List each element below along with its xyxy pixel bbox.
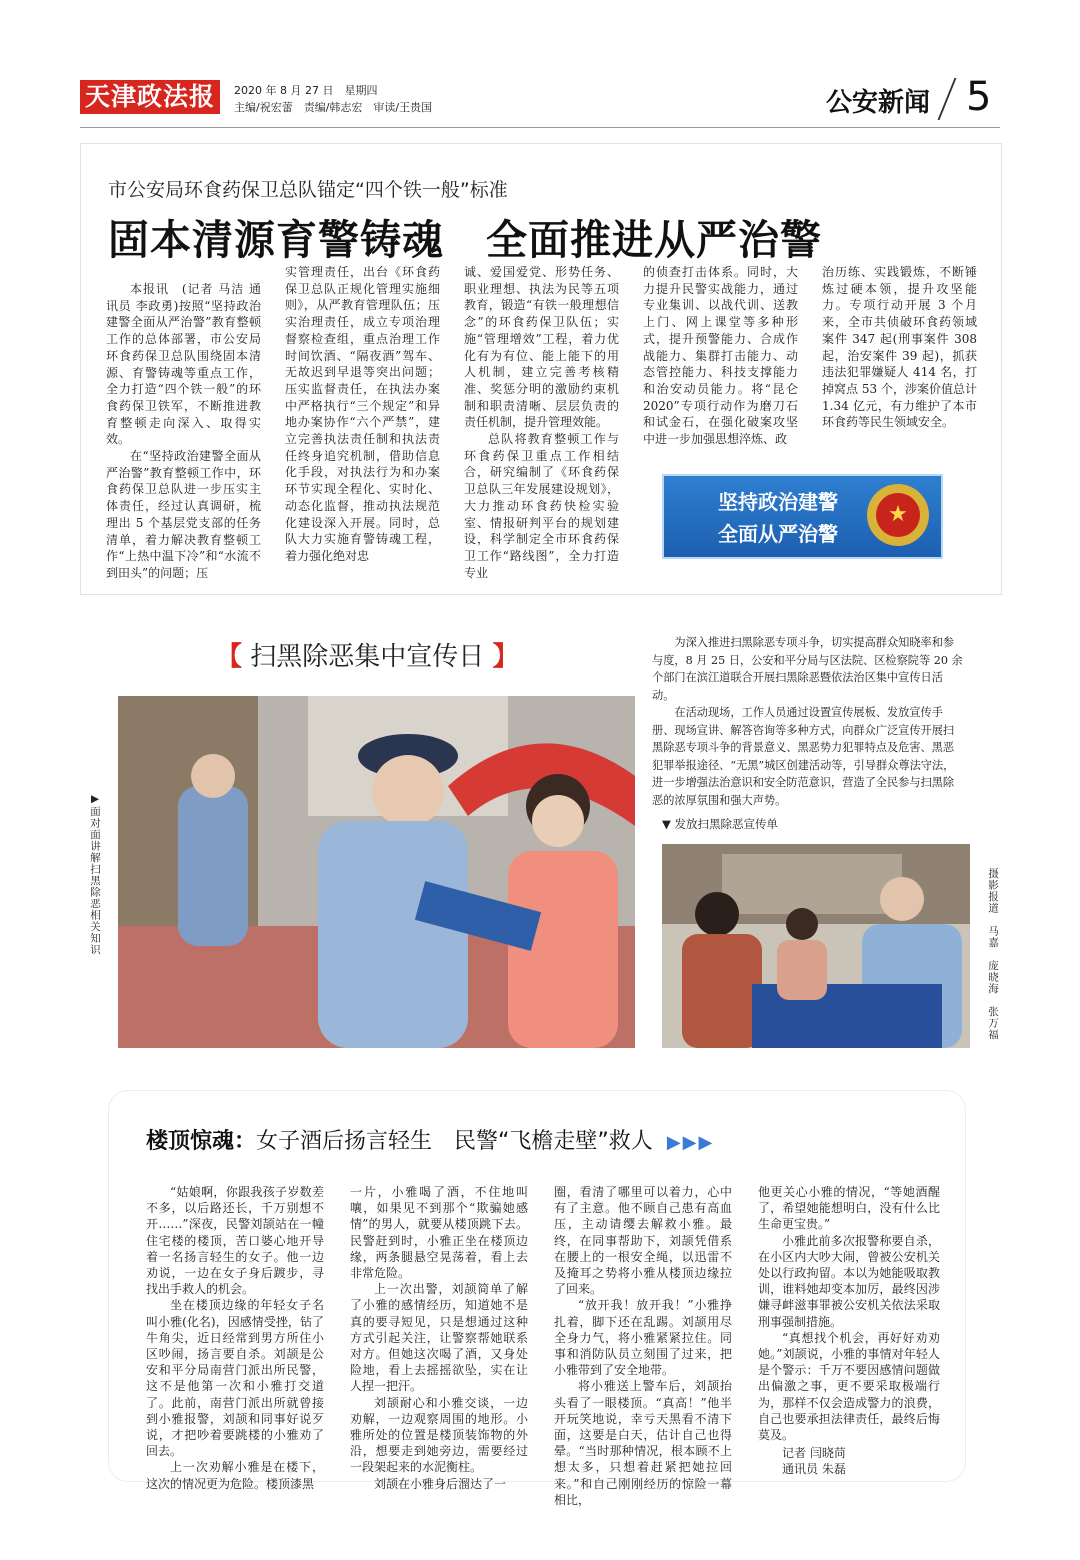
article-2-column-1 (146, 1184, 324, 1492)
section-name: 公安新闻 (825, 88, 930, 118)
newspaper-logo: 天津政法报 (80, 80, 220, 114)
paragraph: 总队将教育整顿工作与环食药保卫重点工作相结合，研究编制了《环食药保卫总队三年发展建设规划》，大力推动环食药快检实验室、情报研判平台的规划建设，科学制定全市环食药保卫工作“路线图”，全力打造专业 (464, 432, 619, 580)
paragraph: 诚、爱国爱党、形势任务、职业理想、执法为民等五项教育，锻造“有铁一般理想信念”的环食药保卫队伍；实施“管理增效”工程，着力优化有为有位、能上能下的用人机制，建立完善考核精准、奖惩分明的激励约束机制和职责清晰、层层负责的责任机制，提升管理效能。 (464, 265, 619, 430)
paragraph: “真想找个机会，再好好劝劝她。”刘颉说，小雅的事情对年轻人是个警示：千万不要因感情问题做出偏激之事，更不要采取极端行为，那样不仅会造成警力的浪费，自己也要承担法律责任，最终后悔莫及。 (758, 1330, 940, 1443)
byline-correspondent: 通讯员 朱磊 (782, 1462, 846, 1477)
paragraph: 为深入推进扫黑除恶专项斗争，切实提高群众知晓率和参与度，8 月 25 日，公安和平分局与区法院、区检察院等 20 余个部门在滨江道联合开展扫黑除恶暨依法治区集中宣传日活动。 (652, 636, 963, 702)
photo-feature-title: 【 扫黑除恶集中宣传日 】 (216, 642, 519, 672)
paragraph: 治历练、实践锻炼，不断锤炼过硬本领，提升攻坚能力。专项行动开展 3 个月来，全市共侦破环食药领域案件 347 起(刑事案件 308 起，治安案件 39 起)，抓获违法犯罪嫌疑人 414 名，打掉窝点 53 个，涉案价值总计 1.34 亿元，有力维护了本市环食药等民生领域安全。 (822, 265, 977, 430)
paragraph: 刘颉在小雅身后溜达了一 (374, 1476, 507, 1491)
photo-police-explaining (118, 696, 635, 1048)
paragraph: 将小雅送上警车后，刘颉抬头看了一眼楼顶。“真高！”他半开玩笑地说，幸亏天黑看不清下面，这要是白天，估计自己也得晕。“当时那种情况，根本顾不上想太多，只想着赶紧把她拉回来。”和自己刚刚经历的惊险一幕相比， (554, 1379, 732, 1507)
photo-1-caption: ▶面对面讲解扫黑除恶相关知识 (89, 793, 101, 956)
article-1-column-5 (822, 264, 977, 431)
paragraph: 坐在楼顶边缘的年轻女子名叫小雅(化名)，因感情受挫，钻了牛角尖，近日经常到男方所住小区吵闹，扬言要自杀。刘颉是公安和平分局南营门派出所民警，这不是他第一次和小雅打交道了。此前，南营门派出所就曾接到小雅报警，刘颉和同事好说歹说，才把吵着要跳楼的小雅劝了回去。 (146, 1298, 324, 1459)
paragraph: 他更关心小雅的情况，“等她酒醒了，希望她能想明白，没有什么比生命更宝贵。” (758, 1185, 940, 1232)
article-2-column-2 (350, 1184, 528, 1492)
article-2-column-4 (758, 1184, 940, 1478)
article-1-headline: 固本清源育警铸魂 全面推进从严治警 (108, 216, 822, 264)
banner-line-1: 坚持政治建警 (718, 490, 838, 514)
section-divider (938, 78, 957, 120)
article-1-column-3 (464, 264, 619, 581)
paragraph: 的侦查打击体系。同时，大力提升民警实战能力，通过专业集训、以战代训、送教上门、网上课堂等多种形式，提升预警能力、合成作战能力、集群打击能力、动态管控能力、科技支撑能力和治安动员能力。将“昆仑2020”专项行动作为磨刀石和试金石，在强化破案攻坚中进一步加强思想淬炼、政 (643, 265, 798, 447)
paragraph: 圈，看清了哪里可以着力，心中有了主意。他不顾自己患有高血压，主动请缨去解救小雅。最终，在同事帮助下，刘颉凭借系在腰上的一根安全绳，以迅雷不及掩耳之势将小雅从楼顶边缘拉了回来。 (554, 1185, 732, 1297)
paragraph: 小雅此前多次报警称要自杀，在小区内大吵大闹，曾被公安机关处以行政拘留。本以为她能吸取教训，谁料她却变本加厉，最终因涉嫌寻衅滋事罪被公安机关依法采取刑事强制措施。 (758, 1233, 940, 1329)
article-1-column-2 (285, 264, 440, 565)
paragraph: “姑娘啊，你跟我孩子岁数差不多，以后路还长，千万别想不开……”深夜，民警刘颉站在一幢住宅楼的楼顶，苦口婆心地开导着一名扬言轻生的女子。他一边劝说，一边在女子身后踱步，寻找出手救人的机会。 (146, 1185, 324, 1297)
masthead-rule (80, 127, 1000, 128)
article-2-column-3 (554, 1184, 732, 1508)
paragraph: 在活动现场，工作人员通过设置宣传展板、发放宣传手册、现场宣讲、解答咨询等多种方式，向群众广泛宣传开展扫黑除恶专项斗争的背景意义、黑恶势力犯罪特点及危害、黑恶犯罪举报途径、“无黑”城区创建活动等，引导群众尊法守法，进一步增强法治意识和安全防范意识，营造了全民参与扫黑除恶的浓厚氛围和强大声势。 (652, 706, 955, 807)
page-number: 5 (966, 74, 992, 120)
arrow-right-icon: ▶▶▶ (666, 1132, 715, 1153)
paragraph: 上一次劝解小雅是在楼下，这次的情况更为危险。楼顶漆黑 (146, 1460, 324, 1491)
paragraph: 一片，小雅喝了酒，不住地叫嚷，如果见不到那个“欺骗她感情”的男人，就要从楼顶跳下去。民警赶到时，小雅正坐在楼顶边缘，两条腿悬空晃荡着，看上去非常危险。 (350, 1185, 528, 1281)
paragraph: 上一次出警，刘颉简单了解了小雅的感情经历，知道她不是真的要寻短见，只是想通过这种方式引起关注，让警察帮她联系对方。但她这次喝了酒，又身处险地，看上去摇摇欲坠，实在让人捏一把汗。 (350, 1282, 528, 1394)
article-1-kicker: 市公安局环食药保卫总队锚定“四个铁一般”标准 (108, 179, 508, 201)
paragraph: 刘颉耐心和小雅交谈，一边劝解，一边观察周围的地形。小雅所处的位置是楼顶装饰物的外沿，想要走到她旁边，需要经过一段架起来的水泥衡柱。 (350, 1395, 528, 1475)
article-2-headline: 楼顶惊魂：女子酒后扬言轻生 民警“飞檐走壁”救人 ▶▶▶ (146, 1129, 715, 1154)
police-emblem-icon: ★ (867, 484, 929, 546)
photo-2-caption: ▼ 发放扫黑除恶宣传单 (662, 817, 778, 831)
photo-feature-caption (652, 634, 964, 809)
paragraph: 在“坚持政治建警全面从严治警”教育整顿工作中，环食药保卫总队进一步压实主体责任，经过认真调研，梳理出 5 个基层党支部的任务清单，着力解决教育整顿工作“上热中温下冷”和“水流不到田头”的问题；压 (106, 449, 261, 580)
date-line: 2020 年 8 月 27 日 星期四 (234, 84, 378, 97)
editors-line: 主编/祝宏蕾 责编/韩志宏 审读/王贵国 (234, 101, 433, 114)
slogan-banner (662, 474, 943, 559)
byline-reporter: 记者 闫晓苘 (782, 1446, 846, 1461)
article-1-column-1 (106, 281, 261, 582)
photo-distributing-leaflets (662, 844, 970, 1048)
paragraph: “放开我！放开我！”小雅挣扎着，脚下还在乱踢。刘颉用尽全身力气，将小雅紧紧拉住。同事和消防队员立刻围了过来，把小雅带到了安全地带。 (554, 1298, 732, 1378)
banner-line-2: 全面从严治警 (718, 522, 838, 546)
photo-credit: 摄影报道 马嘉 庞晓海 张万福 (987, 868, 999, 1041)
paragraph: 实管理责任，出台《环食药保卫总队正规化管理实施细则》，从严教育管理队伍；压实治理责任，成立专项治理督察检查组，重点治理工作时间饮酒、“隔夜酒”驾车、无故迟到早退等突出问题；压实监督责任，在执法办案中严格执行“三个规定”和异地办案协作“六个严禁”，建立完善执法责任制和执法责任终身追究机制，借助信息化手段，对执法行为和办案环节实现全程化、实时化、动态化监督，推动执法规范化建设深入开展。同时，总队大力实施育警铸魂工程，着力强化绝对忠 (285, 265, 440, 563)
paragraph: 本报讯 (记者 马洁 通讯员 李政勇)按照“坚持政治建警全面从严治警”教育整顿工作的总体部署，市公安局环食药保卫总队围绕固本清源、育警铸魂等重点工作，全力打造“四个铁一般”的环食药保卫铁军，不断推进教育整顿走向深入、取得实效。 (106, 282, 261, 447)
article-1-column-4 (643, 264, 798, 448)
